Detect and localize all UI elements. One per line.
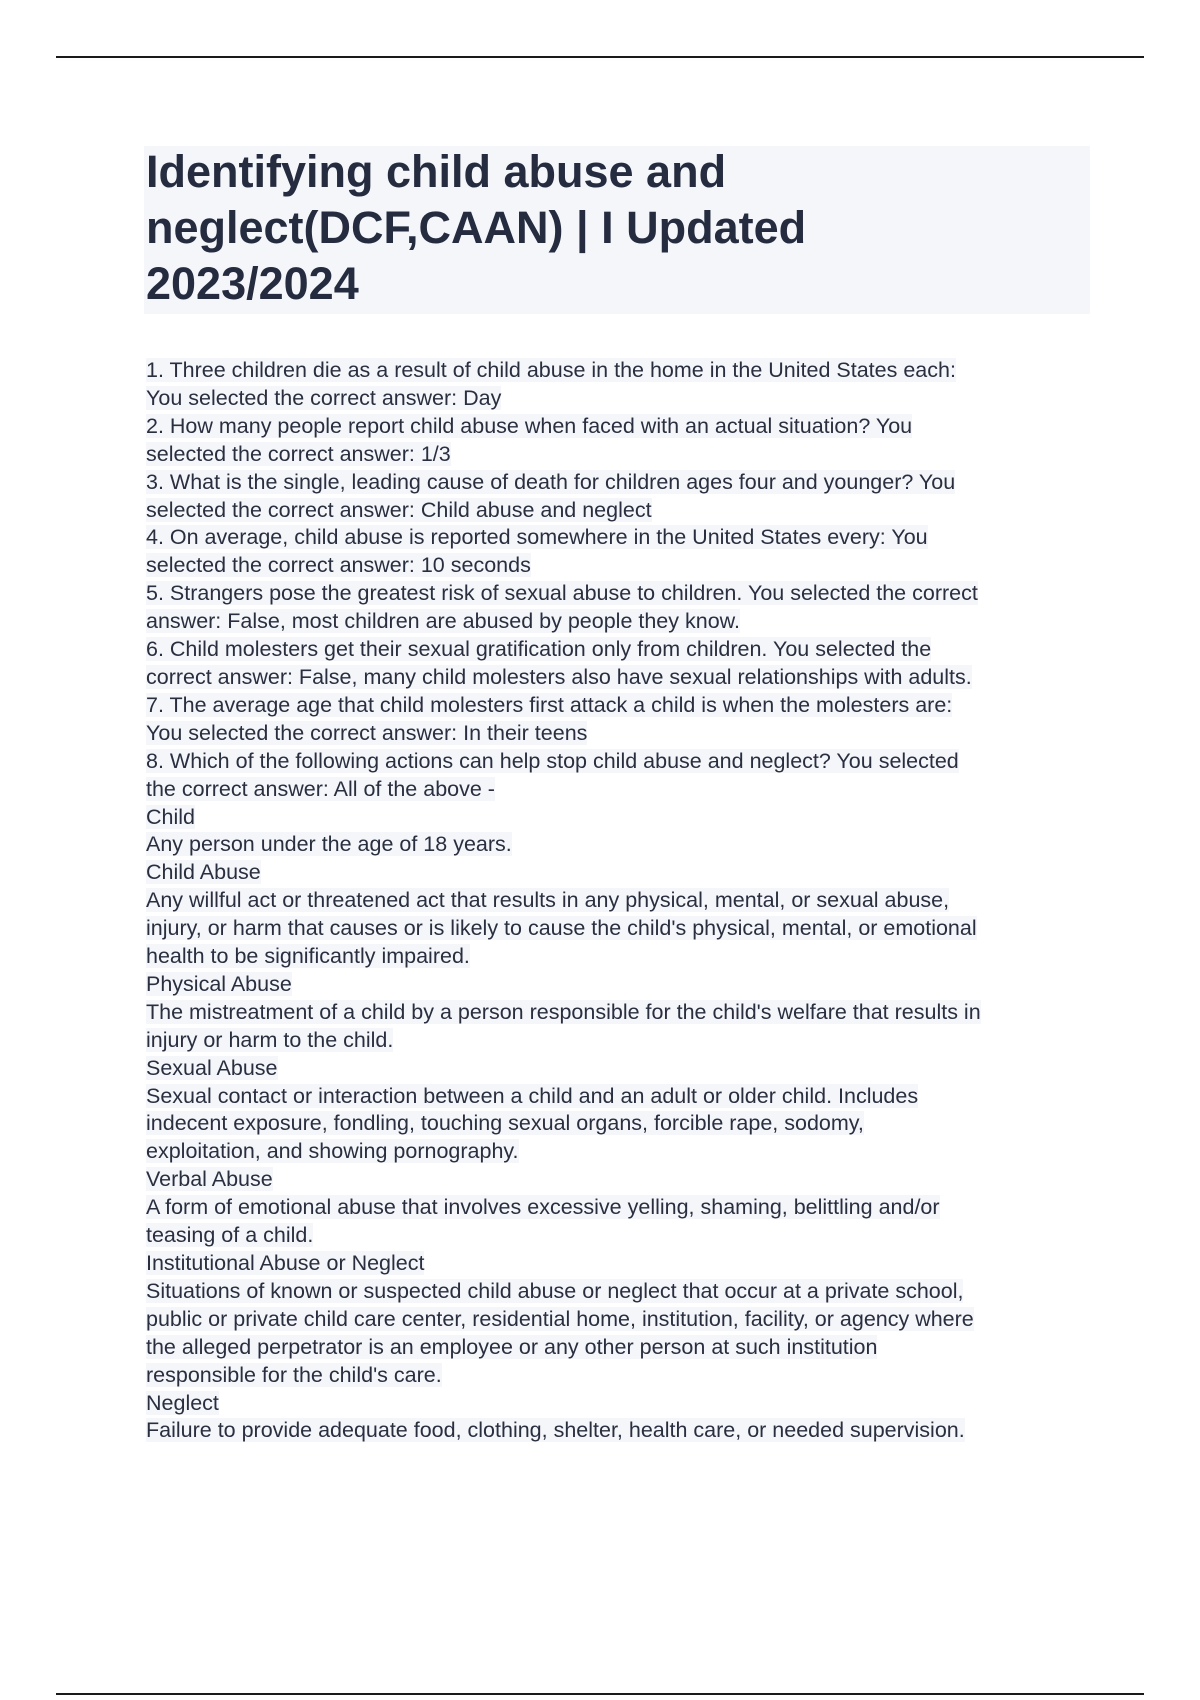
body-line-text: correct answer: False, many child molesters also have sexual relationships with adults. [146,664,972,689]
body-line [146,1250,1096,1278]
body-line-text: Child Abuse [146,860,261,885]
body-line [146,915,1096,943]
body-line [146,1027,1096,1055]
body-line [146,1138,1096,1166]
body-line-text: The mistreatment of a child by a person responsible for the child's welfare that results in [146,999,981,1024]
body-line-text: Any willful act or threatened act that results in any physical, mental, or sexual abuse, [146,888,950,913]
body-line [146,859,1096,887]
body-line [146,469,1096,497]
body-line [146,1306,1096,1334]
body-line-text: 3. What is the single, leading cause of death for children ages four and younger? You [146,469,956,494]
body-line-text: Institutional Abuse or Neglect [146,1251,425,1275]
body-line-text: answer: False, most children are abused by people they know. [146,609,740,634]
body-line [146,1110,1096,1138]
body-line-text: You selected the correct answer: Day [146,385,502,410]
body-line [146,999,1096,1027]
body-line-text: exploitation, and showing pornography. [146,1139,519,1164]
body-line [146,357,1096,385]
body-line-text: Physical Abuse [146,971,292,996]
body-line [146,748,1096,776]
body-line-text: 4. On average, child abuse is reported somewhere in the United States every: You [146,525,928,550]
top-rule [56,56,1144,58]
body-line-text: 5. Strangers pose the greatest risk of sexual abuse to children. You selected the correct [146,581,978,606]
body-line-text: the correct answer: All of the above - [146,776,495,801]
body-line [146,524,1096,552]
body-line [146,497,1096,525]
body-line-text: Verbal Abuse [146,1167,273,1192]
body-line-text: Failure to provide adequate food, clothing, shelter, health care, or needed supervision. [146,1418,965,1443]
body-line [146,552,1096,580]
body-line-text: Situations of known or suspected child abuse or neglect that occur at a private school, [146,1278,964,1303]
body-line-text: 7. The average age that child molesters first attack a child is when the molesters are: [146,692,953,717]
body-line [146,636,1096,664]
bottom-rule [56,1693,1144,1695]
body-line-text: selected the correct answer: 10 seconds [146,553,531,578]
body-line [146,943,1096,971]
body-line [146,887,1096,915]
body-line-text: teasing of a child. [146,1223,314,1248]
body-line [146,580,1096,608]
body-line-text: 8. Which of the following actions can help stop child abuse and neglect? You selected [146,748,959,773]
body-line [146,804,1096,832]
body-line-text: selected the correct answer: Child abuse and neglect [146,497,652,522]
body-line-text: health to be significantly impaired. [146,944,470,969]
body-line-text: responsible for the child's care. [146,1362,442,1387]
body-line-text: Child [146,804,195,829]
body-line-text: 1. Three children die as a result of child abuse in the home in the United States each: [146,358,956,382]
body-line [146,1362,1096,1390]
body-line [146,1083,1096,1111]
body-line [146,1334,1096,1362]
body-line [146,1194,1096,1222]
body-line [146,413,1096,441]
body-line [146,1417,1096,1445]
body-line [146,720,1096,748]
body-line [146,1278,1096,1306]
body-line-text: Sexual Abuse [146,1055,278,1080]
body-line [146,1166,1096,1194]
body-line [146,385,1096,413]
document-body [146,357,1096,1445]
document-title: Identifying child abuse and neglect(DCF,CAAN) | I Updated 2023/2024 [146,146,807,309]
body-line [146,441,1096,469]
body-line [146,1055,1096,1083]
body-line-text: injury or harm to the child. [146,1027,394,1052]
body-line [146,1222,1096,1250]
body-line [146,664,1096,692]
body-line-text: A form of emotional abuse that involves excessive yelling, shaming, belittling and/or [146,1195,940,1220]
body-line-text: the alleged perpetrator is an employee or any other person at such institution [146,1334,878,1359]
body-line [146,1390,1096,1418]
body-line-text: selected the correct answer: 1/3 [146,441,451,466]
body-line [146,776,1096,804]
body-line-text: 2. How many people report child abuse when faced with an actual situation? You [146,413,913,438]
body-line-text: indecent exposure, fondling, touching sexual organs, forcible rape, sodomy, [146,1111,864,1136]
body-line-text: Sexual contact or interaction between a child and an adult or older child. Includes [146,1083,919,1108]
body-line [146,608,1096,636]
body-line [146,831,1096,859]
body-line [146,692,1096,720]
body-line-text: You selected the correct answer: In their teens [146,720,588,745]
body-line-text: injury, or harm that causes or is likely to cause the child's physical, mental, or emotional [146,916,977,941]
body-line-text: 6. Child molesters get their sexual gratification only from children. You selected the [146,637,932,662]
body-line-text: public or private child care center, residential home, institution, facility, or agency where [146,1306,974,1331]
body-line [146,971,1096,999]
body-line-text: Neglect [146,1390,219,1415]
body-line-text: Any person under the age of 18 years. [146,832,512,857]
